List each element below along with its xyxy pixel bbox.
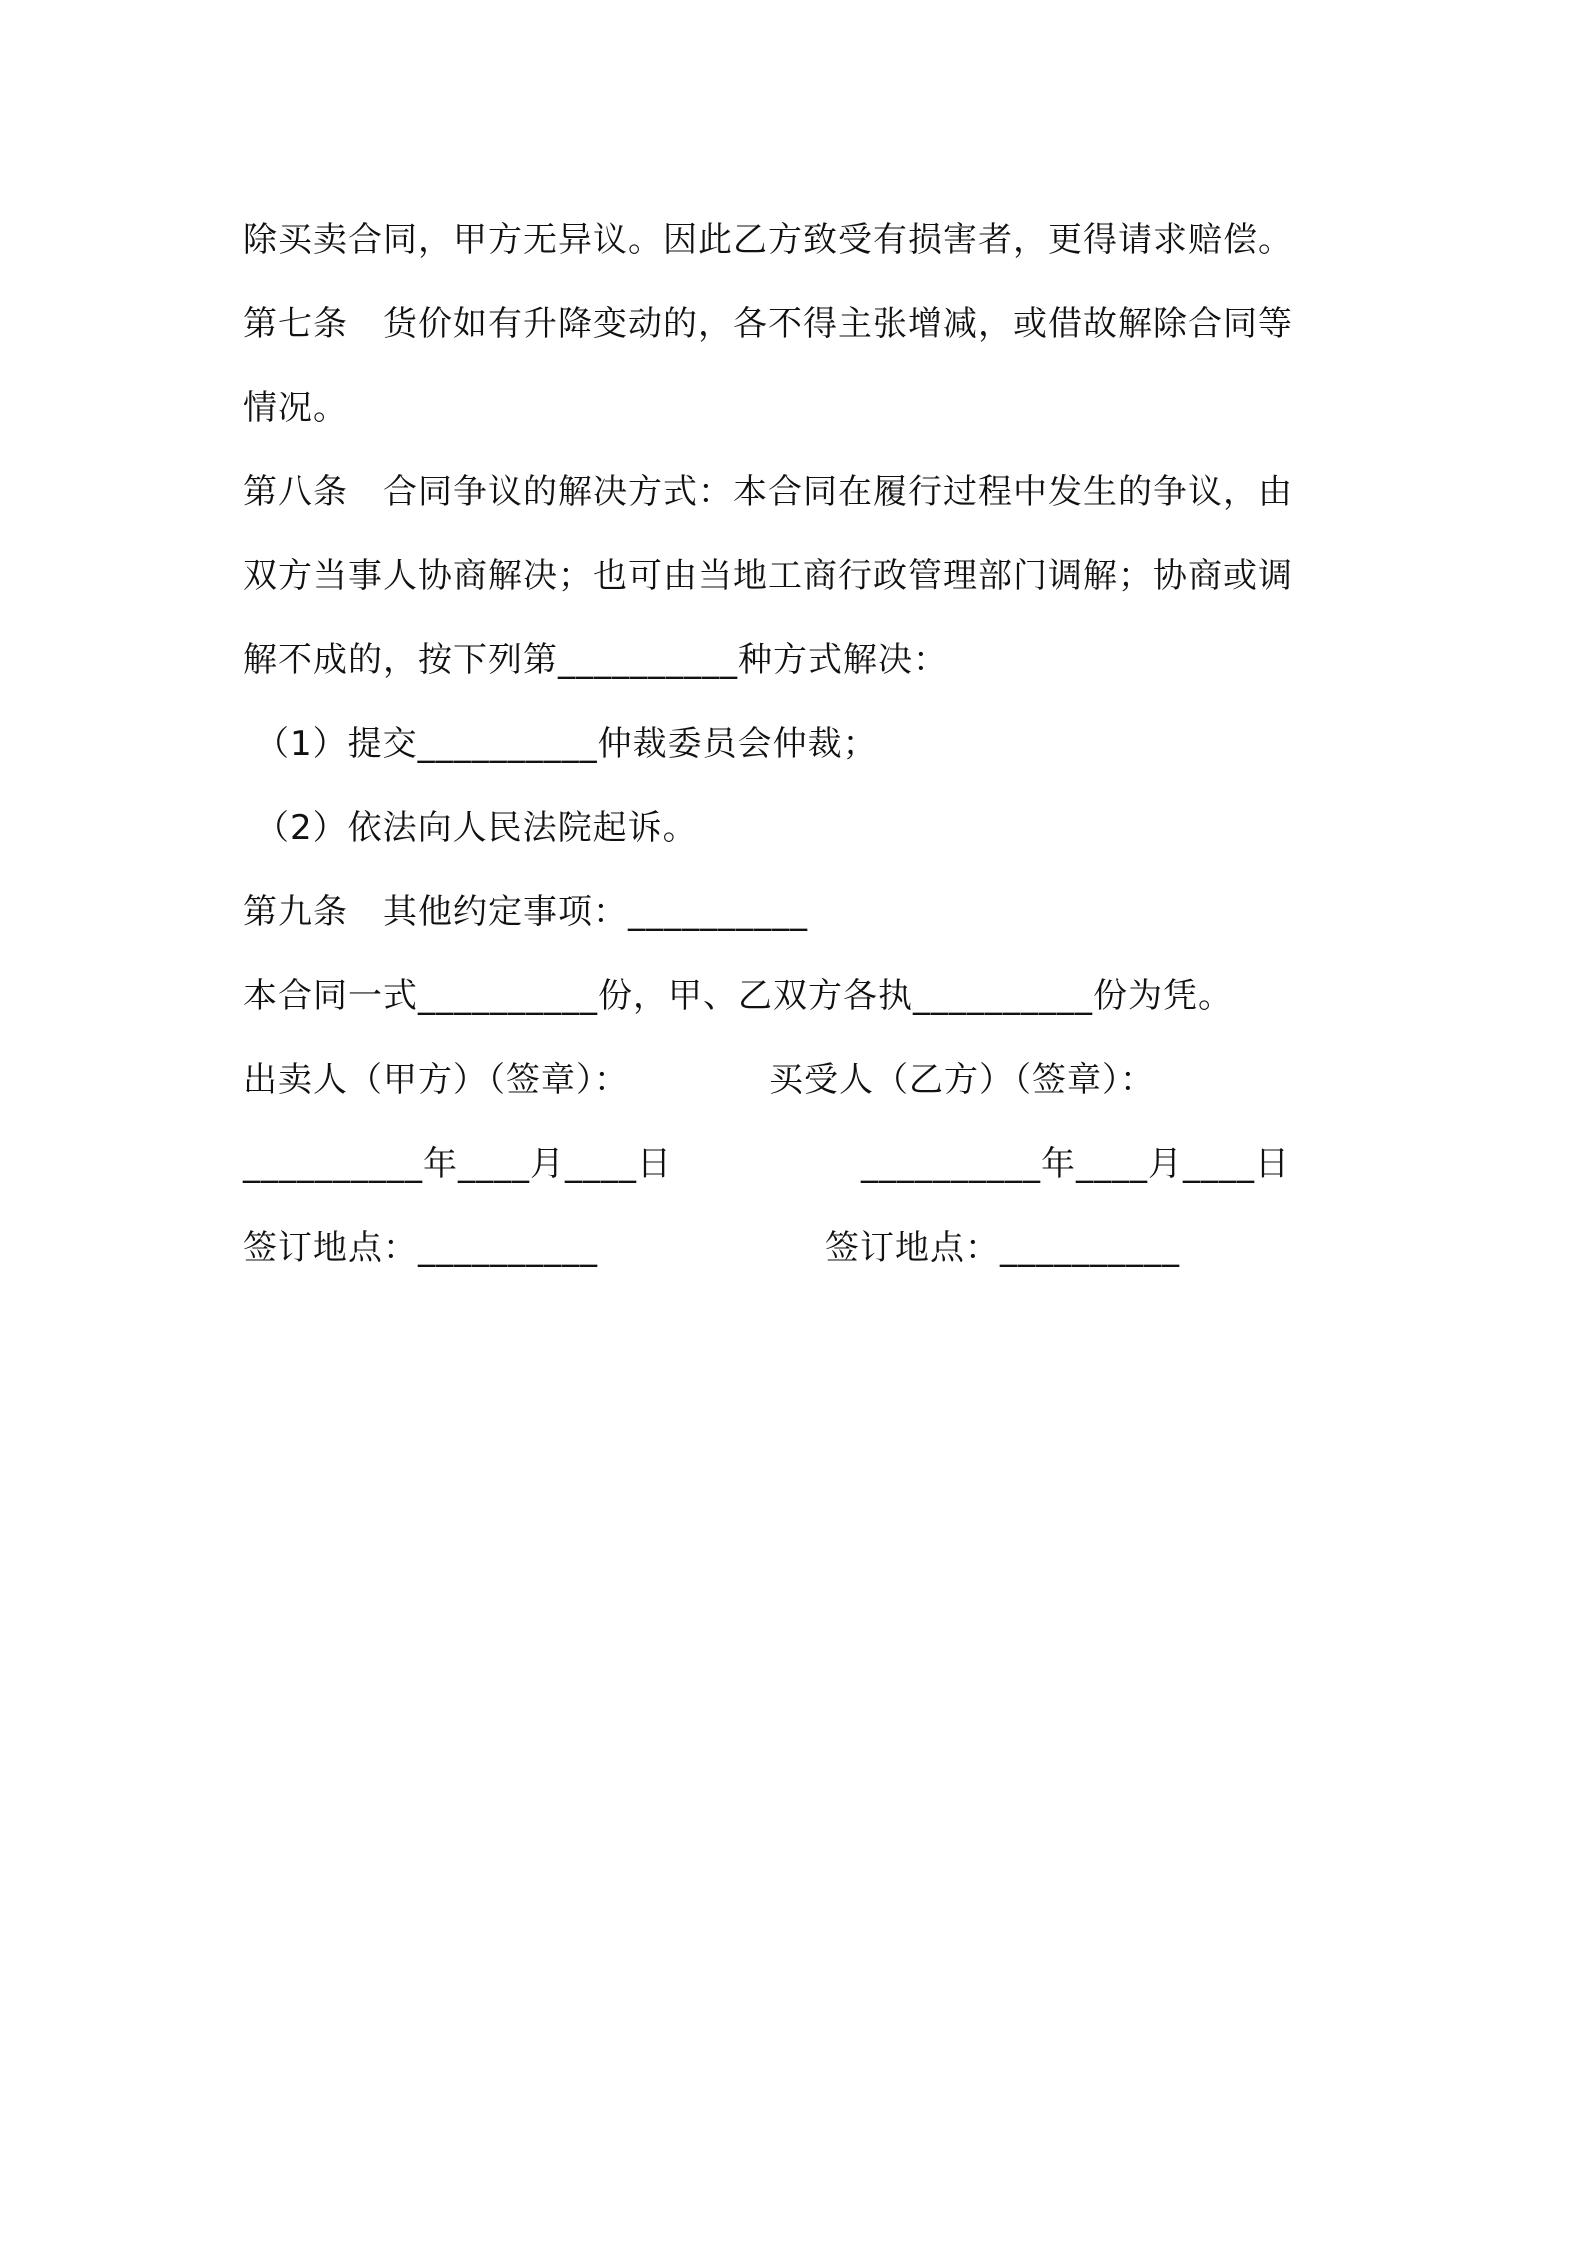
dispute-option-1: （1）提交__________仲裁委员会仲裁； — [255, 724, 878, 764]
place-row — [243, 1206, 1363, 1290]
article-nine-line: 第九条 其他约定事项：__________ — [243, 892, 808, 932]
buyer-date: __________年____月____日 — [861, 1144, 1290, 1184]
seller-date: __________年____月____日 — [243, 1144, 672, 1184]
buyer-signature-label: 买受人（乙方）（签章）： — [769, 1060, 1155, 1100]
document-body — [243, 198, 1363, 1290]
paragraph-line: 除买卖合同，甲方无异议。因此乙方致受有损害者，更得请求赔偿。 — [243, 220, 1293, 260]
copies-line: 本合同一式__________份，甲、乙双方各执__________份为凭。 — [243, 976, 1233, 1016]
signature-row — [243, 1038, 1363, 1122]
article-eight-line-2: 双方当事人协商解决；也可由当地工商行政管理部门调解；协商或调 — [243, 556, 1293, 596]
article-eight-line-1: 第八条 合同争议的解决方式：本合同在履行过程中发生的争议，由 — [243, 472, 1293, 512]
article-eight-line-3: 解不成的，按下列第__________种方式解决： — [243, 640, 948, 680]
seller-signature-label: 出卖人（甲方）（签章）： — [243, 1060, 629, 1100]
article-seven-line-2: 情况。 — [243, 388, 348, 428]
dispute-option-2: （2）依法向人民法院起诉。 — [255, 808, 698, 848]
article-seven-line-1: 第七条 货价如有升降变动的，各不得主张增减，或借故解除合同等 — [243, 304, 1293, 344]
seller-place: 签订地点：__________ — [243, 1228, 598, 1268]
buyer-place: 签订地点：__________ — [825, 1228, 1180, 1268]
date-row — [243, 1122, 1363, 1206]
